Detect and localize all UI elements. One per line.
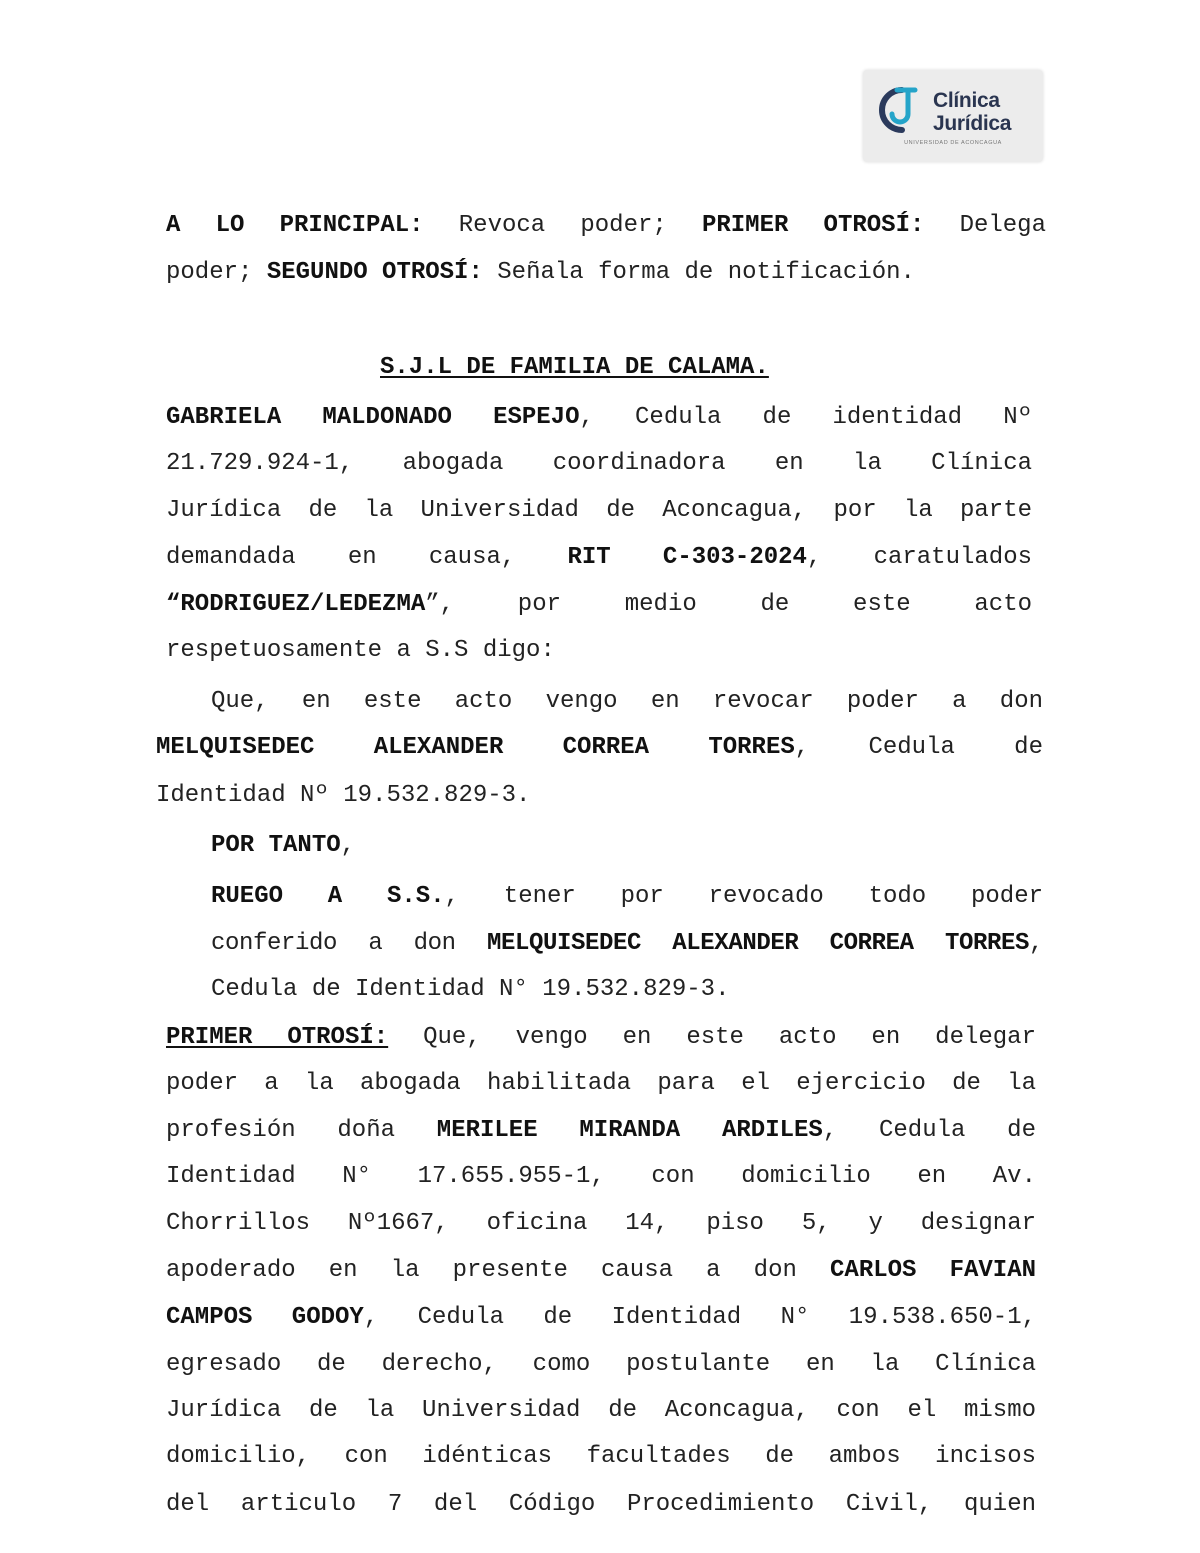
delegated-lawyer-name: MERILEE MIRANDA ARDILES (436, 1117, 823, 1144)
otrosi-line-8: egresado de derecho, como postulante en la Clínica (166, 1351, 1036, 1378)
otrosi-line-3 (166, 1117, 1036, 1144)
summa-segundo-otrosi-text: Señala forma de notificación. (482, 259, 915, 286)
intro-line-4 (166, 544, 1032, 571)
primer-otrosi-label: PRIMER OTROSÍ: (166, 1024, 389, 1051)
otrosi-line3-start: profesión doña (166, 1117, 437, 1144)
otrosi-line6-start: apoderado en la presente causa a don (166, 1257, 831, 1284)
intro-line-2: 21.729.924-1, abogada coordinadora en la Clínica (166, 450, 1032, 477)
otrosi-line-6 (166, 1257, 1036, 1284)
clinica-juridica-logo (863, 70, 1043, 162)
logo-subtitle: UNIVERSIDAD DE ACONCAGUA (904, 140, 1002, 146)
intro-line4-start: demandada en causa, (166, 544, 568, 571)
logo-title-line2: Jurídica (933, 112, 1012, 135)
intro-line-6: respetuosamente a S.S digo: (166, 637, 555, 664)
intro-line-3: Jurídica de la Universidad de Aconcagua, por la parte (166, 497, 1032, 524)
ruego-line2-comma: , (1028, 930, 1043, 957)
ruego-label: RUEGO A S.S. (211, 883, 445, 910)
otrosi-line-11: del articulo 7 del Código Procedimiento Civil, quien (166, 1491, 1036, 1518)
otrosi-line-10: domicilio, con idénticas facultades de ambos incisos (166, 1443, 1036, 1470)
otrosi-line3-rest: , Cedula de (822, 1117, 1036, 1144)
summa-primer-otrosi-text: Delega (924, 212, 1046, 239)
ruego-line-2 (211, 930, 1043, 957)
intro-line1-rest: , Cedula de identidad Nº (579, 404, 1033, 431)
case-rit: RIT C-303-2024 (567, 544, 807, 571)
otrosi-line-5: Chorrillos Nº1667, oficina 14, piso 5, y designar (166, 1210, 1036, 1237)
summa-principal-label: A LO PRINCIPAL: (166, 212, 424, 239)
otrosi-line7-rest: , Cedula de Identidad N° 19.538.650-1, (363, 1304, 1036, 1331)
revoked-attorney-name-2: MELQUISEDEC ALEXANDER CORREA TORRES (486, 930, 1029, 957)
ruego-line-1 (211, 883, 1043, 910)
open-quote: “ (166, 591, 181, 618)
principal-line-2 (156, 734, 1043, 761)
intro-line-5 (166, 591, 1032, 618)
summa-segundo-otrosi-label: SEGUNDO OTROSÍ: (266, 259, 483, 286)
principal-line-1: Que, en este acto vengo en revocar poder a don (211, 688, 1043, 715)
cj-monogram-icon (875, 84, 929, 134)
logo-title-line1: Clínica (933, 89, 1000, 112)
otrosi-line-7 (166, 1304, 1036, 1331)
por-tanto-comma: , (340, 832, 356, 859)
court-heading-text: S.J.L DE FAMILIA DE CALAMA. (380, 354, 769, 381)
por-tanto (211, 832, 355, 859)
case-caption: RODRIGUEZ/LEDEZMA (180, 591, 426, 618)
intro-line4-end: , caratulados (806, 544, 1032, 571)
summa-line-1 (166, 212, 1046, 239)
por-tanto-label: POR TANTO (211, 832, 341, 859)
court-heading (380, 354, 769, 381)
summa-primer-otrosi-label: PRIMER OTROSÍ: (701, 212, 925, 239)
designated-attorney-name-part2: CAMPOS GODOY (166, 1304, 364, 1331)
principal-line2-rest: , Cedula de (794, 734, 1043, 761)
otrosi-line-4: Identidad N° 17.655.955-1, con domicilio en Av. (166, 1163, 1036, 1190)
summa-line-2 (166, 259, 915, 286)
ruego-line1-rest: , tener por revocado todo poder (444, 883, 1044, 910)
revoked-attorney-name: MELQUISEDEC ALEXANDER CORREA TORRES (156, 734, 795, 761)
appearing-lawyer-name: GABRIELA MALDONADO ESPEJO (166, 404, 580, 431)
otrosi-line-2: poder a la abogada habilitada para el ejercicio de la (166, 1070, 1036, 1097)
summa-line2-start: poder; (166, 259, 267, 286)
intro-line-1 (166, 404, 1032, 431)
otrosi-line1-rest: Que, vengo en este acto en delegar (388, 1024, 1036, 1051)
principal-line-3: Identidad Nº 19.532.829-3. (156, 782, 531, 809)
otrosi-line-1 (166, 1024, 1036, 1051)
intro-line5-rest: , por medio de este acto (439, 591, 1032, 618)
ruego-line2-start: conferido a don (211, 930, 487, 957)
otrosi-line-9: Jurídica de la Universidad de Aconcagua, con el mismo (166, 1397, 1036, 1424)
close-quote: ” (425, 591, 440, 618)
summa-principal-text: Revoca poder; (423, 212, 702, 239)
ruego-line-3: Cedula de Identidad N° 19.532.829-3. (211, 976, 730, 1003)
designated-attorney-name-part1: CARLOS FAVIAN (830, 1257, 1036, 1284)
